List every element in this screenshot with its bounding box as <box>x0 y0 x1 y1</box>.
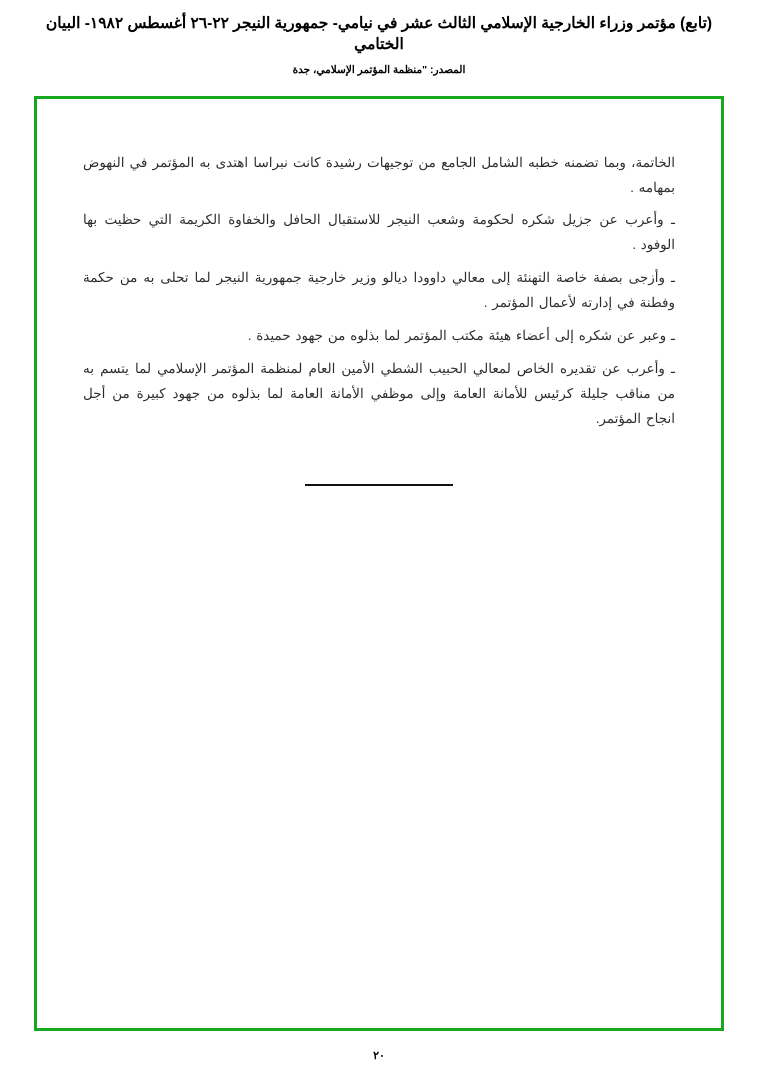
body-paragraph: ـ وعبر عن شكره إلى أعضاء هيئة مكتب المؤتمر لما بذلوه من جهود حميدة . <box>247 328 675 344</box>
section-divider <box>37 484 721 486</box>
page-footer <box>0 1046 758 1064</box>
page-title: (تابع) مؤتمر وزراء الخارجية الإسلامي الثالث عشر في نيامي- جمهورية النيجر ٢٢-٢٦ أغسطس ١٩٨٢- البيان الختامي <box>45 15 713 53</box>
source-line: المصدر: "منظمة المؤتمر الإسلامي، جدة <box>292 63 466 76</box>
body-paragraph: الخاتمة، وبما تضمنه خطبه الشامل الجامع من توجيهات رشيدة كانت نبراسا اهتدى به المؤتمر في النهوض بمهامه . <box>83 154 675 195</box>
page-number: ٢٠ <box>373 1050 385 1062</box>
document-body <box>83 151 675 433</box>
horizontal-rule <box>305 484 453 486</box>
page-header <box>0 0 758 78</box>
body-paragraph: ـ وأزجى بصفة خاصة التهنئة إلى معالي داوودا ديالو وزير خارجية جمهورية النيجر لما تحلى به من حكمة وفطنة في إدارته لأعمال المؤتمر . <box>83 270 675 311</box>
content-frame <box>34 96 724 1031</box>
body-paragraph: ـ وأعرب عن جزيل شكره لحكومة وشعب النيجر للاستقبال الحافل والخفاوة الكريمة التي حظيت بها الوفود . <box>83 212 675 253</box>
body-paragraph: ـ وأعرب عن تقديره الخاص لمعالي الحبيب الشطي الأمين العام لمنظمة المؤتمر الإسلامي لما يتسم به من مناقب جليلة كرئيس للأمانة العامة وإلى موظفي الأمانة العامة لما بذلوه من جهود كبيرة من أجل انجاح المؤتمر. <box>83 361 675 427</box>
